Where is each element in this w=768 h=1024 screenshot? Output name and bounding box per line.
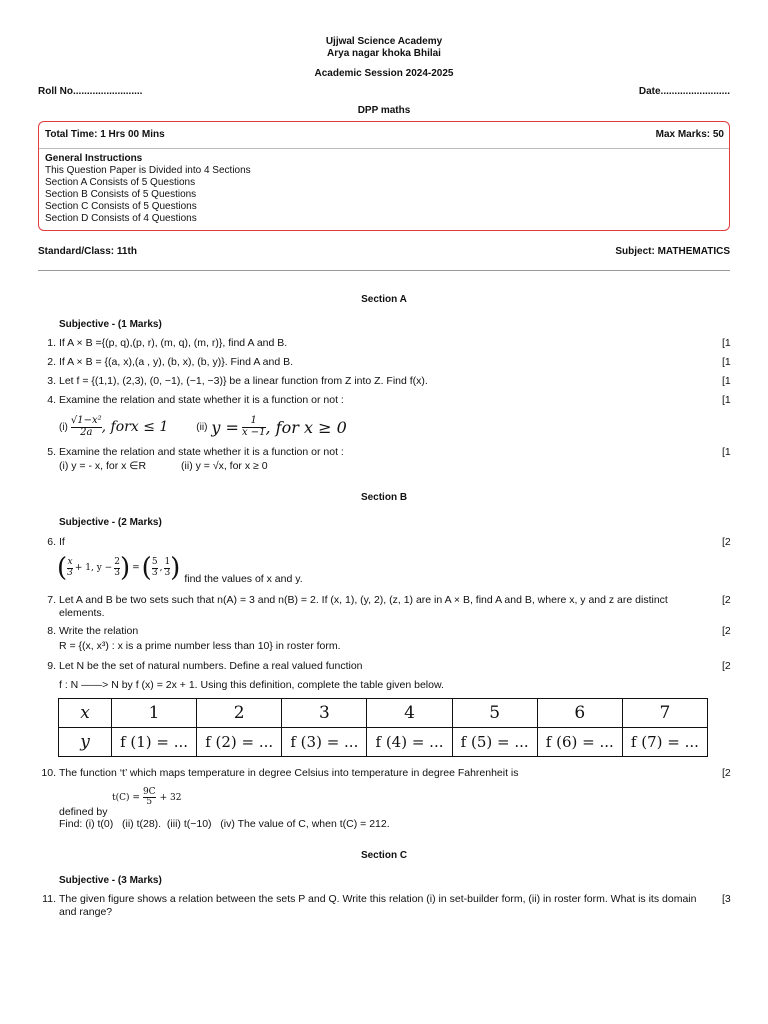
fraction xyxy=(71,416,102,438)
question-marks: [2 xyxy=(722,660,731,672)
question-number: 7. xyxy=(47,594,56,606)
instruction-line: Section A Consists of 5 Questions xyxy=(45,177,196,188)
question-text: If A × B = {(a, x),(a , y), (b, x), (b, y)}. Find A and B. xyxy=(59,356,294,368)
question-text: The function ‘t’ which maps temperature in degree Celsius into temperature in degree Fahrenheit is xyxy=(59,767,519,779)
question-text: Let N be the set of natural numbers. Define a real valued function xyxy=(59,660,363,672)
paper-title: DPP maths xyxy=(357,105,411,116)
fraction-numerator: 1 xyxy=(164,557,171,568)
table-cell: f (3) = ... xyxy=(282,728,367,757)
section-subtitle: Subjective - (2 Marks) xyxy=(59,517,162,528)
instruction-line: Section C Consists of 5 Questions xyxy=(45,201,197,212)
fraction-numerator: x xyxy=(67,557,73,568)
question-6-math xyxy=(57,550,303,586)
question-marks: [2 xyxy=(722,767,731,779)
divider xyxy=(38,270,730,271)
instruction-line: Section D Consists of 4 Questions xyxy=(45,213,197,224)
fraction-denominator: 2a xyxy=(71,427,102,439)
math-expression: , forx ≤ 1 xyxy=(101,419,169,435)
table-cell: f (6) = ... xyxy=(537,728,622,757)
academy-address: Arya nagar khoka Bhilai xyxy=(327,48,441,59)
part-label: (ii) xyxy=(196,421,208,433)
math-expression: , xyxy=(159,563,163,573)
fraction-denominator: 3 xyxy=(164,567,171,578)
table-row xyxy=(59,699,708,728)
question-marks: [2 xyxy=(722,536,731,548)
question-subtext: Find: (i) t(0) (ii) t(28). (iii) t(−10) (iv) The value of C, when t(C) = 212. xyxy=(59,818,390,830)
paren-open: ( xyxy=(141,553,152,583)
table-cell: f (5) = ... xyxy=(452,728,537,757)
fraction-numerator: 5 xyxy=(151,557,158,568)
question-text: Write the relation xyxy=(59,625,139,637)
question-text: Examine the relation and state whether it is a function or not : xyxy=(59,394,344,406)
table-cell: 5 xyxy=(452,699,537,728)
academy-name: Ujjwal Science Academy xyxy=(325,36,443,47)
question-number: 2. xyxy=(47,356,56,368)
fraction-numerator: 2 xyxy=(114,557,120,568)
table-cell: 3 xyxy=(282,699,367,728)
section-title: Section C xyxy=(360,850,408,861)
table-cell: 1 xyxy=(112,699,197,728)
question-number: 11. xyxy=(42,893,56,905)
subject: Subject: MATHEMATICS xyxy=(615,246,730,257)
fraction xyxy=(67,558,73,578)
question-marks: [3 xyxy=(722,893,731,905)
fraction xyxy=(152,558,158,578)
question-4-math xyxy=(59,411,347,443)
roll-no: Roll No......................... xyxy=(38,86,143,97)
fraction-numerator: √1−x² xyxy=(70,415,102,426)
function-table xyxy=(58,698,708,757)
question-number: 8. xyxy=(47,625,56,637)
question-marks: [1 xyxy=(722,356,731,368)
fraction-denominator: x −1 xyxy=(241,426,266,438)
table-cell: y xyxy=(59,728,112,757)
table-cell: 6 xyxy=(537,699,622,728)
question-marks: [2 xyxy=(722,625,731,637)
question-subtext: f : N ——> N by f (x) = 2x + 1. Using this definition, complete the table given below. xyxy=(59,679,444,691)
standard-class: Standard/Class: 11th xyxy=(38,246,137,257)
table-cell: f (2) = ... xyxy=(197,728,282,757)
question-text: Examine the relation and state whether it is a function or not : xyxy=(59,446,344,458)
question-text: Let f = {(1,1), (2,3), (0, −1), (−1, −3)} be a linear function from Z into Z. Find f(x). xyxy=(59,375,428,387)
fraction-denominator: 3 xyxy=(67,567,73,578)
table-cell: f (7) = ... xyxy=(622,728,707,757)
fraction xyxy=(143,788,156,808)
math-expression: , for x ≥ 0 xyxy=(265,417,347,437)
paren-open: ( xyxy=(57,553,68,583)
fraction-denominator: 3 xyxy=(114,567,120,578)
question-number: 3. xyxy=(47,375,56,387)
question-number: 5. xyxy=(47,446,56,458)
fraction-numerator: 9C xyxy=(142,787,156,797)
question-marks: [1 xyxy=(722,337,731,349)
math-expression: = xyxy=(132,563,140,573)
table-cell: 2 xyxy=(197,699,282,728)
part-label: (i) xyxy=(59,421,68,433)
instruction-line: This Question Paper is Divided into 4 Sections xyxy=(45,165,251,176)
question-subtext: (i) y = - x, for x ∈R (ii) y = √x, for x ≥ 0 xyxy=(59,460,268,472)
max-marks: Max Marks: 50 xyxy=(655,129,724,140)
question-number: 1. xyxy=(47,337,56,349)
question-text: If xyxy=(59,536,65,548)
question-marks: [1 xyxy=(722,375,731,387)
math-expression: + 1, y − xyxy=(74,563,113,573)
date-field: Date......................... xyxy=(638,86,730,97)
section-title: Section B xyxy=(360,492,408,503)
question-text: The given figure shows a relation between the sets P and Q. Write this relation (i) in set-builder form, (ii) in roster form. What is its domain and range? xyxy=(59,893,697,918)
table-cell: 4 xyxy=(367,699,452,728)
paren-close: ) xyxy=(170,553,181,583)
temperature-formula xyxy=(112,788,181,808)
instructions-heading: General Instructions xyxy=(45,153,143,164)
table-cell: f (4) = ... xyxy=(367,728,452,757)
question-subtext: R = {(x, x³) : x is a prime number less than 10} in roster form. xyxy=(59,640,341,652)
table-row xyxy=(59,728,708,757)
instructions-divider xyxy=(39,148,729,149)
fraction xyxy=(242,416,266,438)
question-subtext: defined by xyxy=(59,806,108,818)
question-number: 4. xyxy=(47,394,56,406)
fraction-denominator: 5 xyxy=(143,797,156,807)
question-marks: [1 xyxy=(722,394,731,406)
section-subtitle: Subjective - (3 Marks) xyxy=(59,875,162,886)
total-time: Total Time: 1 Hrs 00 Mins xyxy=(45,129,165,140)
fraction-numerator: 1 xyxy=(250,415,257,426)
section-title: Section A xyxy=(361,294,407,305)
paren-close: ) xyxy=(119,553,131,583)
question-subtext: find the values of x and y. xyxy=(184,573,303,585)
question-text: Let A and B be two sets such that n(A) = 3 and n(B) = 2. If (x, 1), (y, 2), (z, 1) are in A × B, find A and B, where x, y and z are distinct elements. xyxy=(59,594,668,619)
math-expression: + 32 xyxy=(159,792,182,803)
question-number: 6. xyxy=(47,536,56,548)
instructions-box xyxy=(38,121,730,231)
question-marks: [2 xyxy=(722,594,731,606)
section-subtitle: Subjective - (1 Marks) xyxy=(59,319,162,330)
table-cell: f (1) = ... xyxy=(112,728,197,757)
math-expression: y = xyxy=(211,417,239,437)
table-cell: x xyxy=(59,699,112,728)
question-marks: [1 xyxy=(722,446,731,458)
academic-session: Academic Session 2024-2025 xyxy=(314,68,454,79)
table-cell: 7 xyxy=(622,699,707,728)
question-number: 10. xyxy=(41,767,56,779)
instruction-line: Section B Consists of 5 Questions xyxy=(45,189,197,200)
fraction-denominator: 3 xyxy=(151,567,158,578)
math-expression: t(C) = xyxy=(112,792,140,803)
question-text: If A × B ={(p, q),(p, r), (m, q), (m, r)}, find A and B. xyxy=(59,337,288,349)
question-number: 9. xyxy=(47,660,56,672)
